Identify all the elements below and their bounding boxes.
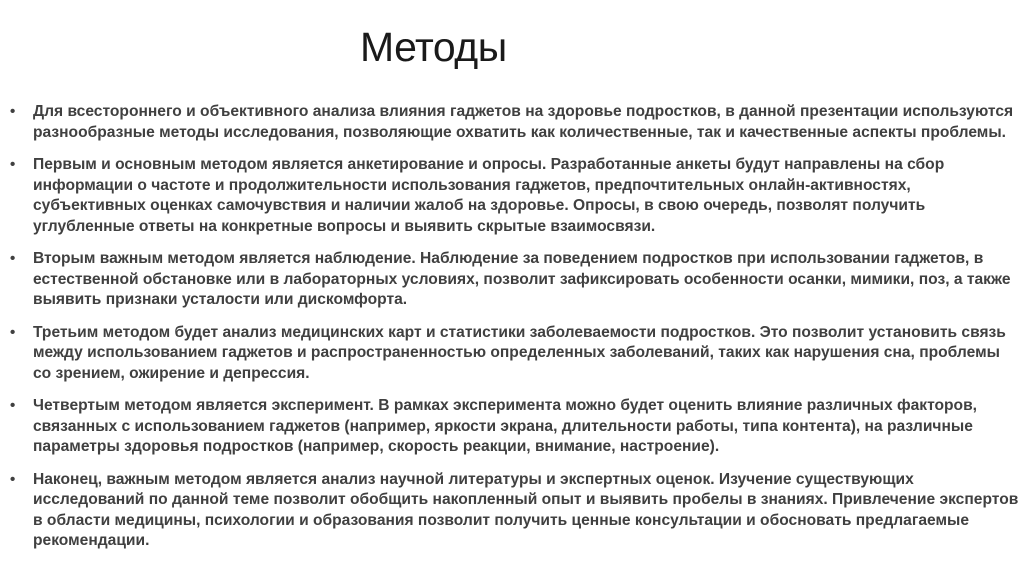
bullet-icon: • — [10, 103, 16, 120]
slide-title: Методы — [360, 24, 507, 70]
bullet-text: Для всестороннего и объективного анализа влияния гаджетов на здоровье подростков, в данной презентации используются разнообразные методы исследования, позволяющие охватить как количественные, так и качественные аспекты проблемы. — [33, 103, 1014, 141]
bullet-icon: • — [10, 250, 16, 267]
bullet-text: Третьим методом будет анализ медицинских карт и статистики заболеваемости подростков. Это позволит установить связь между использованием гаджетов и распространенностью определенных заболеваний, таких как нарушения сна, проблемы со зрением, ожирение и депрессия. — [33, 323, 1006, 382]
bullet-icon: • — [10, 470, 16, 488]
list-item — [10, 102, 1020, 143]
bullet-text: Вторым важным методом является наблюдение. Наблюдение за поведением подростков при использовании гаджетов, в естественной обстановке или в лабораторных условиях, позволит зафиксировать особенности осанки, мимики, поз, а также выявить признаки усталости или дискомфорта. — [33, 250, 1011, 308]
bullet-text: Четвертым методом является эксперимент. В рамках эксперимента можно будет оценить влияние различных факторов, связанных с использованием гаджетов (например, яркости экрана, длительности работы, типа контента), на различные параметры здоровья подростков (например, скорость реакции, внимание, настроение). — [33, 397, 978, 455]
bullet-list — [10, 102, 1020, 564]
list-item — [10, 396, 1020, 458]
bullet-icon: • — [10, 323, 16, 341]
bullet-text: Первым и основным методом является анкетирование и опросы. Разработанные анкеты будут направлены на сбор информации о частоте и продолжительности использования гаджетов, предпочтительных онлайн-активностях, субъективных оценках самочувствия и наличии жалоб на здоровье. Опросы, в свою очередь, позволят получить углубленные ответы на конкретные вопросы и выявить скрытые взаимосвязи. — [33, 156, 945, 235]
bullet-icon: • — [10, 397, 16, 414]
list-item — [10, 249, 1020, 311]
bullet-text: Наконец, важным методом является анализ научной литературы и экспертных оценок. Изучение существующих исследований по данной теме позволит обобщить накопленный опыт и выявить пробелы в знаниях. Привлечение экспертов в области медицины, психологии и образования позволит получить ценные консультации и обосновать предлагаемые рекомендации. — [33, 470, 1019, 549]
list-item — [10, 155, 1020, 237]
list-item — [10, 470, 1020, 552]
bullet-icon: • — [10, 156, 16, 173]
list-item — [10, 323, 1020, 385]
